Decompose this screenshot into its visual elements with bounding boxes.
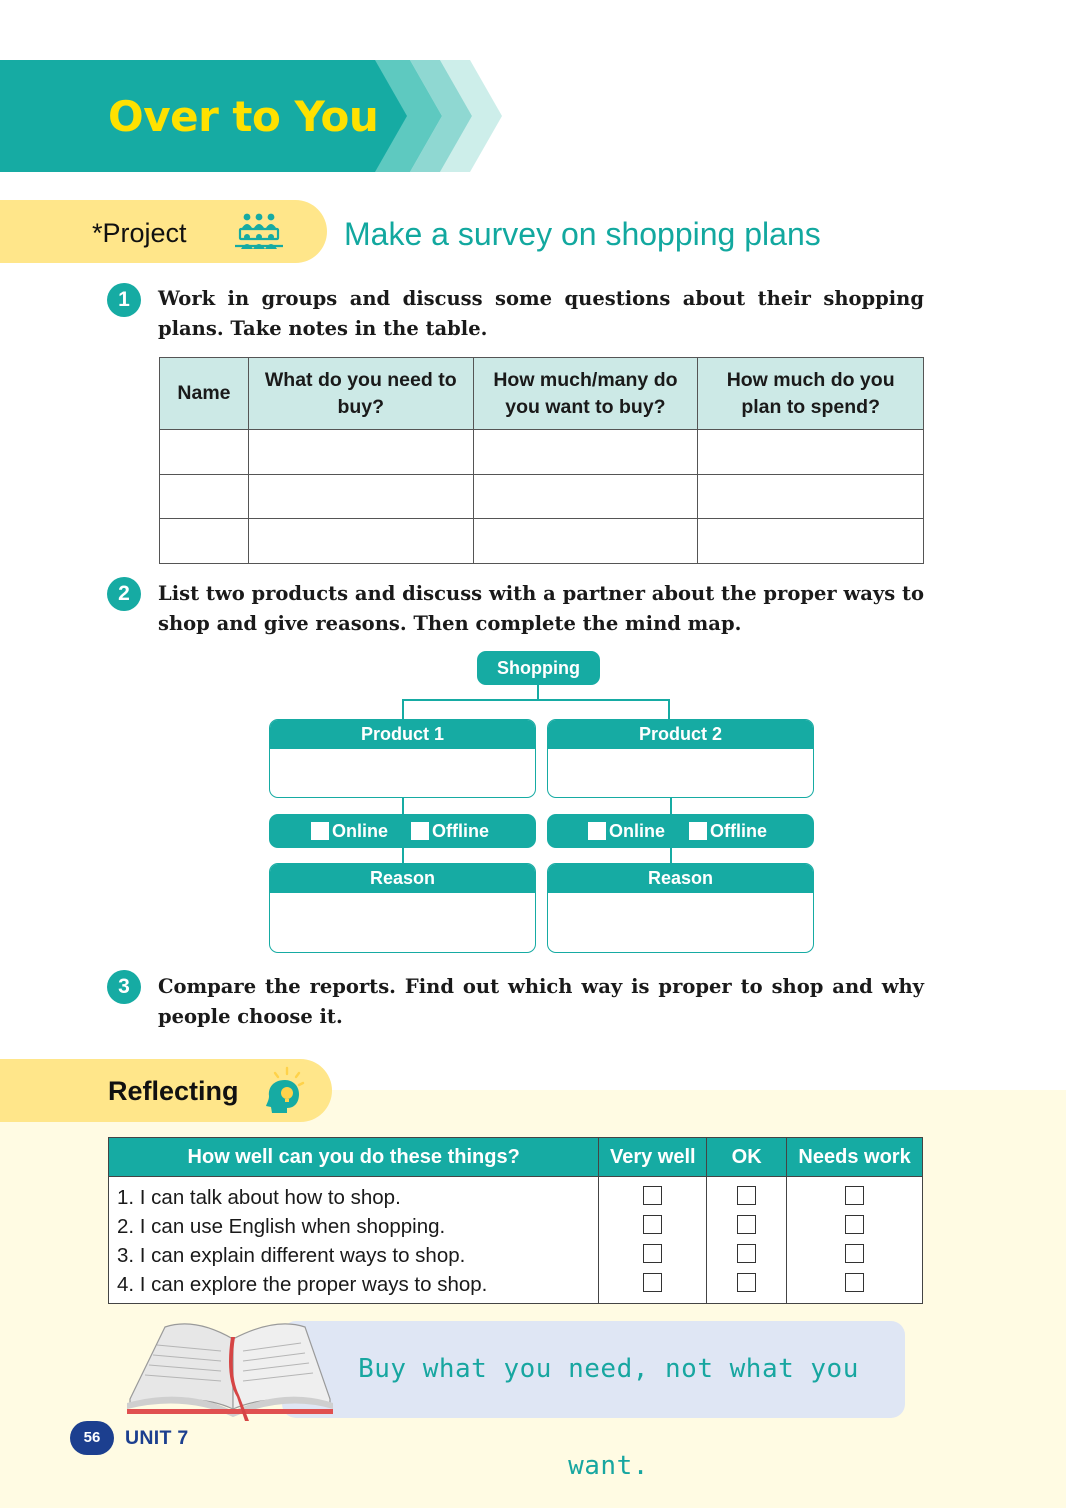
- table-cell[interactable]: [248, 430, 473, 475]
- online-option-2[interactable]: Online: [588, 814, 665, 848]
- checkbox-icon[interactable]: [845, 1215, 864, 1234]
- connector-line: [402, 797, 404, 814]
- notes-table: [159, 357, 924, 564]
- project-label: *Project: [92, 218, 187, 248]
- reflect-header-ok: OK: [707, 1138, 787, 1177]
- group-work-icon: [232, 212, 286, 252]
- checkbox-icon[interactable]: [311, 822, 329, 840]
- reflecting-table: [108, 1137, 923, 1304]
- table-row: [160, 430, 924, 475]
- checkbox-icon[interactable]: [643, 1273, 662, 1292]
- reflect-header-question: How well can you do these things?: [109, 1138, 599, 1177]
- checkbox-icon[interactable]: [643, 1215, 662, 1234]
- reflecting-label: Reflecting: [108, 1076, 239, 1106]
- ok-column: [707, 1177, 787, 1304]
- product-1-options: [269, 814, 536, 848]
- product-1-label: Product 1: [270, 720, 535, 749]
- unit-label: UNIT 7: [125, 1427, 189, 1449]
- product-2-box[interactable]: [547, 719, 814, 798]
- reason-1-box[interactable]: [269, 863, 536, 953]
- checkbox-icon[interactable]: [689, 822, 707, 840]
- connector-line: [402, 699, 404, 720]
- mind-map-root: Shopping: [477, 651, 600, 685]
- project-title: Make a survey on shopping plans: [344, 216, 821, 252]
- connector-line: [668, 699, 670, 720]
- checkbox-icon[interactable]: [845, 1244, 864, 1263]
- checkbox-icon[interactable]: [737, 1244, 756, 1263]
- task-number-3: 3: [107, 970, 141, 1004]
- reason-1-label: Reason: [270, 864, 535, 893]
- reflect-items: [109, 1177, 599, 1304]
- task-number-2: 2: [107, 577, 141, 611]
- online-option-1[interactable]: Online: [311, 814, 388, 848]
- list-item: 2. I can use English when shopping.: [117, 1215, 446, 1238]
- reason-2-box[interactable]: [547, 863, 814, 953]
- table-cell[interactable]: [473, 430, 698, 475]
- reflect-header-needs-work: Needs work: [787, 1138, 923, 1177]
- checkbox-icon[interactable]: [588, 822, 606, 840]
- checkbox-icon[interactable]: [845, 1273, 864, 1292]
- table-cell[interactable]: [160, 519, 249, 564]
- needs-work-column: [787, 1177, 923, 1304]
- connector-line: [670, 847, 672, 864]
- offline-option-2[interactable]: Offline: [689, 814, 767, 848]
- col-header-quantity: How much/many do you want to buy?: [473, 358, 698, 430]
- motto-text: Buy what you need, not what you want.: [358, 1354, 859, 1481]
- col-header-need: What do you need to buy?: [248, 358, 473, 430]
- product-2-label: Product 2: [548, 720, 813, 749]
- checkbox-icon[interactable]: [845, 1186, 864, 1205]
- list-item: 3. I can explain different ways to shop.: [117, 1244, 466, 1267]
- product-1-box[interactable]: [269, 719, 536, 798]
- table-cell[interactable]: [248, 519, 473, 564]
- table-row: [160, 519, 924, 564]
- connector-line: [537, 685, 539, 700]
- col-header-name: Name: [160, 358, 249, 430]
- very-well-column: [599, 1177, 707, 1304]
- table-cell[interactable]: [248, 474, 473, 519]
- list-item: 1. I can talk about how to shop.: [117, 1186, 401, 1209]
- table-cell[interactable]: [698, 474, 924, 519]
- page-title: Over to You: [108, 92, 379, 141]
- list-item: 4. I can explore the proper ways to shop.: [117, 1273, 488, 1296]
- connector-line: [670, 797, 672, 814]
- table-row: [109, 1177, 923, 1304]
- checkbox-icon[interactable]: [643, 1244, 662, 1263]
- reflect-header-very-well: Very well: [599, 1138, 707, 1177]
- task-3-text: Compare the reports. Find out which way is proper to shop and why people choose it.: [158, 975, 924, 1028]
- task-number-1: 1: [107, 283, 141, 317]
- connector-line: [402, 847, 404, 864]
- product-2-options: [547, 814, 814, 848]
- checkbox-icon[interactable]: [411, 822, 429, 840]
- table-row: [160, 474, 924, 519]
- table-cell[interactable]: [698, 430, 924, 475]
- connector-line: [402, 699, 670, 701]
- checkbox-icon[interactable]: [643, 1186, 662, 1205]
- checkbox-icon[interactable]: [737, 1215, 756, 1234]
- checkbox-icon[interactable]: [737, 1273, 756, 1292]
- task-2-text: List two products and discuss with a partner about the proper ways to shop and give reasons. Then complete the mind map.: [158, 582, 924, 635]
- table-cell[interactable]: [473, 474, 698, 519]
- thinking-head-icon: [265, 1066, 305, 1114]
- task-1-text: Work in groups and discuss some questions about their shopping plans. Take notes in the table.: [158, 287, 924, 340]
- table-cell[interactable]: [473, 519, 698, 564]
- col-header-spend: How much do you plan to spend?: [698, 358, 924, 430]
- table-cell[interactable]: [160, 474, 249, 519]
- page-number: 56: [70, 1421, 114, 1455]
- checkbox-icon[interactable]: [737, 1186, 756, 1205]
- table-cell[interactable]: [160, 430, 249, 475]
- reason-2-label: Reason: [548, 864, 813, 893]
- offline-option-1[interactable]: Offline: [411, 814, 489, 848]
- table-cell[interactable]: [698, 519, 924, 564]
